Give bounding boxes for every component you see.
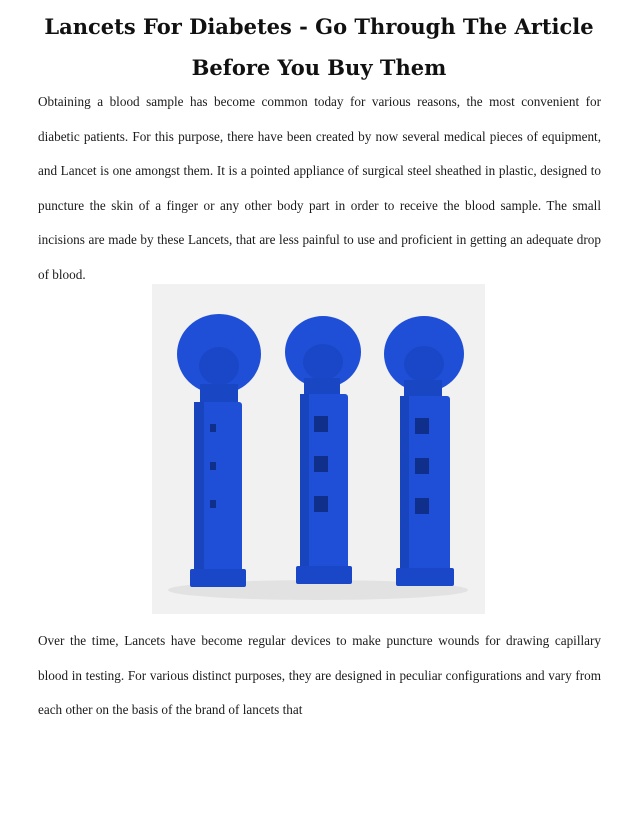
paragraph-continued: Over the time, Lancets have become regular devices to make puncture wounds for drawing capillary blood in testing. For various distinct purposes, they are designed in peculiar configurations and vary from each other on the basis of the brand of lancets that	[38, 633, 601, 717]
lancets-photo	[152, 284, 485, 614]
article-title: Lancets For Diabetes - Go Through The Article Before You Buy Them	[44, 14, 594, 80]
paragraph-intro: Obtaining a blood sample has become common today for various reasons, the most convenient for diabetic patients. For this purpose, there have been created by now several medical pieces of equipment, and Lancet is one amongst them. It is a pointed appliance of surgical steel sheathed in plastic, designed to puncture the skin of a finger or any other body part in order to receive the blood sample. The small incisions are made by these Lancets, that are less painful to use and proficient in getting an adequate drop of blood.	[38, 94, 601, 282]
